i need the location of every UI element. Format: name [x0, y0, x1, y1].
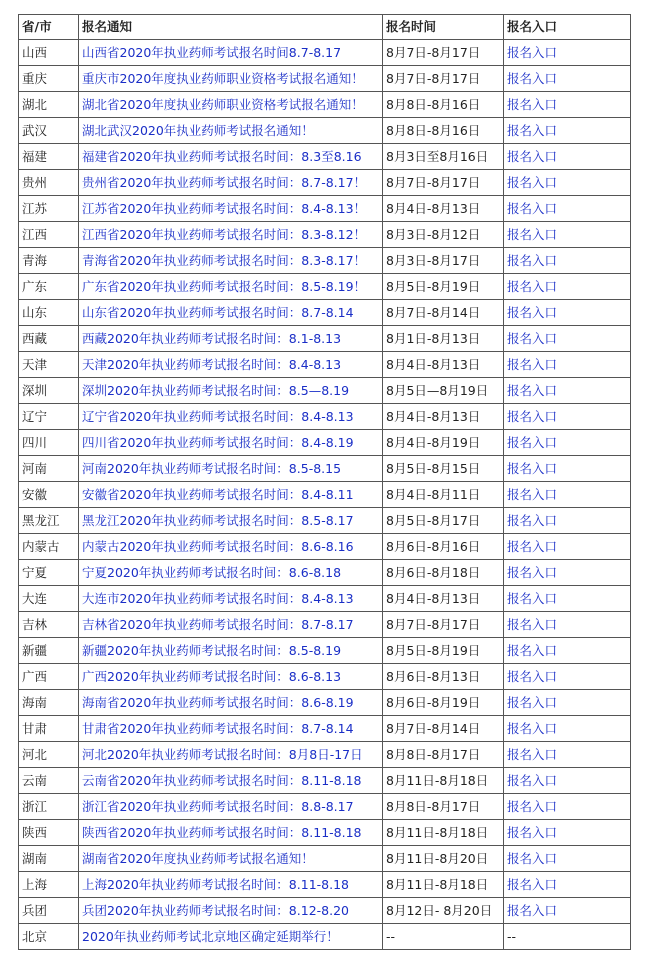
notice-link[interactable]: 河北2020年执业药师考试报名时间：8月8日-17日 — [82, 747, 363, 762]
province-cell: 深圳 — [19, 378, 79, 404]
table-row — [19, 40, 631, 66]
table-row — [19, 534, 631, 560]
notice-cell — [79, 144, 383, 170]
table-row — [19, 170, 631, 196]
table-row — [19, 352, 631, 378]
notice-link[interactable]: 黑龙江2020年执业药师考试报名时间：8.5-8.17 — [82, 513, 354, 528]
table-row — [19, 92, 631, 118]
header-province: 省/市 — [19, 15, 79, 40]
notice-cell — [79, 196, 383, 222]
province-cell: 浙江 — [19, 794, 79, 820]
province-cell: 兵团 — [19, 898, 79, 924]
time-cell: 8月8日-8月17日 — [383, 794, 504, 820]
table-row — [19, 326, 631, 352]
table-row — [19, 222, 631, 248]
time-cell: 8月3日-8月17日 — [383, 248, 504, 274]
notice-link[interactable]: 河南2020年执业药师考试报名时间：8.5-8.15 — [82, 461, 342, 476]
province-cell: 内蒙古 — [19, 534, 79, 560]
notice-link[interactable]: 西藏2020年执业药师考试报名时间：8.1-8.13 — [82, 331, 342, 346]
entry-link[interactable]: 报名入口 — [507, 617, 558, 632]
time-cell: 8月7日-8月17日 — [383, 612, 504, 638]
entry-link[interactable]: 报名入口 — [507, 201, 558, 216]
time-cell: 8月3日至8月16日 — [383, 144, 504, 170]
notice-cell — [79, 456, 383, 482]
time-cell: 8月11日-8月18日 — [383, 820, 504, 846]
table-row — [19, 742, 631, 768]
entry-cell — [504, 794, 631, 820]
notice-cell — [79, 222, 383, 248]
entry-cell — [504, 144, 631, 170]
notice-link[interactable]: 甘肃省2020年执业药师考试报名时间：8.7-8.14 — [82, 721, 354, 736]
entry-cell — [504, 716, 631, 742]
province-cell: 辽宁 — [19, 404, 79, 430]
table-row — [19, 768, 631, 794]
notice-link[interactable]: 陕西省2020年执业药师考试报名时间：8.11-8.18 — [82, 825, 362, 840]
entry-link[interactable]: 报名入口 — [507, 305, 558, 320]
time-cell: 8月7日-8月14日 — [383, 716, 504, 742]
notice-cell — [79, 612, 383, 638]
entry-link[interactable]: 报名入口 — [507, 149, 558, 164]
notice-cell — [79, 716, 383, 742]
entry-cell — [504, 846, 631, 872]
province-cell: 河南 — [19, 456, 79, 482]
notice-cell — [79, 768, 383, 794]
province-cell: 武汉 — [19, 118, 79, 144]
notice-cell — [79, 378, 383, 404]
entry-cell — [504, 248, 631, 274]
entry-cell — [504, 456, 631, 482]
province-cell: 河北 — [19, 742, 79, 768]
entry-cell — [504, 40, 631, 66]
time-cell: 8月5日-8月15日 — [383, 456, 504, 482]
time-cell: 8月5日—8月19日 — [383, 378, 504, 404]
entry-text: -- — [507, 929, 517, 944]
notice-cell — [79, 794, 383, 820]
table-row — [19, 794, 631, 820]
province-cell: 新疆 — [19, 638, 79, 664]
province-cell: 福建 — [19, 144, 79, 170]
entry-cell — [504, 638, 631, 664]
entry-cell — [504, 898, 631, 924]
entry-link[interactable]: 报名入口 — [507, 97, 558, 112]
province-cell: 山西 — [19, 40, 79, 66]
notice-cell — [79, 300, 383, 326]
notice-cell — [79, 430, 383, 456]
notice-cell — [79, 326, 383, 352]
entry-link[interactable]: 报名入口 — [507, 461, 558, 476]
notice-cell — [79, 742, 383, 768]
table-row — [19, 872, 631, 898]
entry-link[interactable]: 报名入口 — [507, 45, 558, 60]
table-row — [19, 300, 631, 326]
entry-cell — [504, 118, 631, 144]
entry-cell — [504, 612, 631, 638]
time-cell: 8月3日-8月12日 — [383, 222, 504, 248]
notice-link[interactable]: 四川省2020年执业药师考试报名时间：8.4-8.19 — [82, 435, 354, 450]
table-row — [19, 560, 631, 586]
notice-cell — [79, 872, 383, 898]
entry-link[interactable]: 报名入口 — [507, 123, 558, 138]
notice-link[interactable]: 湖北省2020年度执业药师职业资格考试报名通知！ — [82, 97, 364, 112]
time-cell: 8月7日-8月17日 — [383, 40, 504, 66]
entry-link[interactable]: 报名入口 — [507, 175, 558, 190]
notice-link[interactable]: 山西省2020年执业药师考试报名时间8.7-8.17 — [82, 45, 342, 60]
time-cell: 8月8日-8月16日 — [383, 118, 504, 144]
table-row — [19, 820, 631, 846]
table-row — [19, 196, 631, 222]
notice-cell — [79, 352, 383, 378]
table-body — [19, 40, 631, 950]
province-cell: 吉林 — [19, 612, 79, 638]
notice-cell — [79, 560, 383, 586]
table-row — [19, 924, 631, 950]
notice-link[interactable]: 贵州省2020年执业药师考试报名时间：8.7-8.17！ — [82, 175, 367, 190]
table-row — [19, 378, 631, 404]
notice-link[interactable]: 福建省2020年执业药师考试报名时间：8.3至8.16 — [82, 149, 362, 164]
table-row — [19, 664, 631, 690]
notice-link[interactable]: 辽宁省2020年执业药师考试报名时间：8.4-8.13 — [82, 409, 354, 424]
table-row — [19, 716, 631, 742]
notice-link[interactable]: 内蒙古2020年执业药师考试报名时间：8.6-8.16 — [82, 539, 354, 554]
notice-cell — [79, 508, 383, 534]
time-cell: 8月7日-8月17日 — [383, 66, 504, 92]
notice-link[interactable]: 江苏省2020年执业药师考试报名时间：8.4-8.13！ — [82, 201, 367, 216]
entry-cell — [504, 872, 631, 898]
entry-cell — [504, 404, 631, 430]
province-cell: 广东 — [19, 274, 79, 300]
table-row — [19, 690, 631, 716]
province-cell: 贵州 — [19, 170, 79, 196]
time-cell: 8月8日-8月17日 — [383, 742, 504, 768]
entry-link[interactable]: 报名入口 — [507, 71, 558, 86]
province-cell: 北京 — [19, 924, 79, 950]
notice-link[interactable]: 天津2020年执业药师考试报名时间：8.4-8.13 — [82, 357, 342, 372]
notice-link[interactable]: 江西省2020年执业药师考试报名时间：8.3-8.12！ — [82, 227, 367, 242]
table-row — [19, 66, 631, 92]
entry-cell — [504, 196, 631, 222]
notice-cell — [79, 118, 383, 144]
time-cell: 8月5日-8月19日 — [383, 274, 504, 300]
notice-link[interactable]: 大连市2020年执业药师考试报名时间：8.4-8.13 — [82, 591, 354, 606]
notice-link[interactable]: 云南省2020年执业药师考试报名时间：8.11-8.18 — [82, 773, 362, 788]
notice-cell — [79, 846, 383, 872]
entry-cell — [504, 352, 631, 378]
province-cell: 重庆 — [19, 66, 79, 92]
entry-link[interactable]: 报名入口 — [507, 279, 558, 294]
notice-cell — [79, 898, 383, 924]
notice-cell — [79, 170, 383, 196]
time-cell: 8月11日-8月18日 — [383, 768, 504, 794]
province-cell: 宁夏 — [19, 560, 79, 586]
time-cell: 8月4日-8月13日 — [383, 352, 504, 378]
province-cell: 海南 — [19, 690, 79, 716]
table-row — [19, 508, 631, 534]
notice-cell — [79, 690, 383, 716]
time-cell: 8月4日-8月13日 — [383, 404, 504, 430]
entry-cell — [504, 326, 631, 352]
time-cell: 8月4日-8月13日 — [383, 196, 504, 222]
entry-link[interactable]: 报名入口 — [507, 383, 558, 398]
entry-link[interactable]: 报名入口 — [507, 591, 558, 606]
notice-link[interactable]: 湖北武汉2020年执业药师考试报名通知！ — [82, 123, 314, 138]
province-cell: 云南 — [19, 768, 79, 794]
notice-link[interactable]: 2020年执业药师考试北京地区确定延期举行！ — [82, 929, 339, 944]
notice-link[interactable]: 广东省2020年执业药师考试报名时间：8.5-8.19！ — [82, 279, 367, 294]
notice-link[interactable]: 海南省2020年执业药师考试报名时间：8.6-8.19 — [82, 695, 354, 710]
province-cell: 甘肃 — [19, 716, 79, 742]
time-cell: 8月12日- 8月20日 — [383, 898, 504, 924]
province-cell: 大连 — [19, 586, 79, 612]
notice-link[interactable]: 深圳2020年执业药师考试报名时间：8.5—8.19 — [82, 383, 350, 398]
entry-cell — [504, 690, 631, 716]
time-cell: 8月4日-8月11日 — [383, 482, 504, 508]
province-cell: 四川 — [19, 430, 79, 456]
province-cell: 西藏 — [19, 326, 79, 352]
table-row — [19, 274, 631, 300]
notice-link[interactable]: 新疆2020年执业药师考试报名时间：8.5-8.19 — [82, 643, 342, 658]
entry-link[interactable]: 报名入口 — [507, 721, 558, 736]
time-cell: 8月5日-8月17日 — [383, 508, 504, 534]
entry-cell — [504, 274, 631, 300]
notice-cell — [79, 482, 383, 508]
entry-cell — [504, 768, 631, 794]
entry-link[interactable]: 报名入口 — [507, 539, 558, 554]
province-cell: 安徽 — [19, 482, 79, 508]
time-cell: 8月5日-8月19日 — [383, 638, 504, 664]
entry-link[interactable]: 报名入口 — [507, 565, 558, 580]
province-cell: 湖南 — [19, 846, 79, 872]
notice-link[interactable]: 重庆市2020年度执业药师职业资格考试报名通知！ — [82, 71, 364, 86]
table-row — [19, 586, 631, 612]
entry-link[interactable]: 报名入口 — [507, 513, 558, 528]
notice-cell — [79, 66, 383, 92]
notice-cell — [79, 586, 383, 612]
table-row — [19, 404, 631, 430]
entry-link[interactable]: 报名入口 — [507, 851, 558, 866]
notice-cell — [79, 924, 383, 950]
province-cell: 山东 — [19, 300, 79, 326]
entry-link[interactable]: 报名入口 — [507, 487, 558, 502]
notice-link[interactable]: 吉林省2020年执业药师考试报名时间：8.7-8.17 — [82, 617, 354, 632]
entry-link[interactable]: 报名入口 — [507, 331, 558, 346]
entry-cell — [504, 560, 631, 586]
time-cell: 8月6日-8月13日 — [383, 664, 504, 690]
notice-link[interactable]: 山东省2020年执业药师考试报名时间：8.7-8.14 — [82, 305, 354, 320]
notice-link[interactable]: 兵团2020年执业药师考试报名时间：8.12-8.20 — [82, 903, 349, 918]
entry-link[interactable]: 报名入口 — [507, 227, 558, 242]
time-cell: -- — [383, 924, 504, 950]
header-entry: 报名入口 — [504, 15, 631, 40]
province-cell: 江西 — [19, 222, 79, 248]
header-notice: 报名通知 — [79, 15, 383, 40]
notice-cell — [79, 534, 383, 560]
entry-link[interactable]: 报名入口 — [507, 799, 558, 814]
notice-cell — [79, 820, 383, 846]
table-row — [19, 430, 631, 456]
time-cell: 8月4日-8月13日 — [383, 586, 504, 612]
entry-link[interactable]: 报名入口 — [507, 253, 558, 268]
table-row — [19, 898, 631, 924]
entry-cell — [504, 742, 631, 768]
province-cell: 青海 — [19, 248, 79, 274]
province-cell: 江苏 — [19, 196, 79, 222]
entry-cell — [504, 586, 631, 612]
header-time: 报名时间 — [383, 15, 504, 40]
entry-link[interactable]: 报名入口 — [507, 877, 558, 892]
notice-link[interactable]: 上海2020年执业药师考试报名时间：8.11-8.18 — [82, 877, 349, 892]
province-cell: 天津 — [19, 352, 79, 378]
entry-link[interactable]: 报名入口 — [507, 643, 558, 658]
entry-cell — [504, 170, 631, 196]
entry-link[interactable]: 报名入口 — [507, 357, 558, 372]
entry-cell — [504, 66, 631, 92]
time-cell: 8月11日-8月20日 — [383, 846, 504, 872]
table-row — [19, 118, 631, 144]
entry-link[interactable]: 报名入口 — [507, 903, 558, 918]
time-cell: 8月11日-8月18日 — [383, 872, 504, 898]
entry-cell — [504, 378, 631, 404]
entry-cell — [504, 482, 631, 508]
entry-cell — [504, 820, 631, 846]
notice-cell — [79, 274, 383, 300]
notice-cell — [79, 404, 383, 430]
table-header-row — [19, 15, 631, 40]
notice-link[interactable]: 浙江省2020年执业药师考试报名时间：8.8-8.17 — [82, 799, 354, 814]
entry-link[interactable]: 报名入口 — [507, 435, 558, 450]
notice-cell — [79, 92, 383, 118]
entry-cell — [504, 508, 631, 534]
entry-cell — [504, 300, 631, 326]
time-cell: 8月7日-8月17日 — [383, 170, 504, 196]
table-row — [19, 482, 631, 508]
province-cell: 上海 — [19, 872, 79, 898]
notice-cell — [79, 40, 383, 66]
entry-link[interactable]: 报名入口 — [507, 747, 558, 762]
entry-link[interactable]: 报名入口 — [507, 409, 558, 424]
table-row — [19, 846, 631, 872]
table-row — [19, 612, 631, 638]
registration-table — [18, 14, 631, 950]
entry-cell — [504, 924, 631, 950]
notice-cell — [79, 248, 383, 274]
notice-link[interactable]: 湖南省2020年度执业药师考试报名通知！ — [82, 851, 314, 866]
province-cell: 陕西 — [19, 820, 79, 846]
entry-cell — [504, 534, 631, 560]
time-cell: 8月1日-8月13日 — [383, 326, 504, 352]
entry-cell — [504, 222, 631, 248]
table-row — [19, 144, 631, 170]
table-row — [19, 456, 631, 482]
notice-cell — [79, 664, 383, 690]
time-cell: 8月4日-8月19日 — [383, 430, 504, 456]
notice-cell — [79, 638, 383, 664]
time-cell: 8月8日-8月16日 — [383, 92, 504, 118]
entry-link[interactable]: 报名入口 — [507, 695, 558, 710]
time-cell: 8月6日-8月19日 — [383, 690, 504, 716]
notice-link[interactable]: 宁夏2020年执业药师考试报名时间：8.6-8.18 — [82, 565, 342, 580]
province-cell: 广西 — [19, 664, 79, 690]
table-row — [19, 248, 631, 274]
notice-link[interactable]: 青海省2020年执业药师考试报名时间：8.3-8.17！ — [82, 253, 367, 268]
entry-cell — [504, 664, 631, 690]
entry-cell — [504, 92, 631, 118]
province-cell: 黑龙江 — [19, 508, 79, 534]
entry-cell — [504, 430, 631, 456]
notice-link[interactable]: 广西2020年执业药师考试报名时间：8.6-8.13 — [82, 669, 342, 684]
time-cell: 8月7日-8月14日 — [383, 300, 504, 326]
entry-link[interactable]: 报名入口 — [507, 825, 558, 840]
time-cell: 8月6日-8月16日 — [383, 534, 504, 560]
table-row — [19, 638, 631, 664]
time-cell: 8月6日-8月18日 — [383, 560, 504, 586]
notice-link[interactable]: 安徽省2020年执业药师考试报名时间：8.4-8.11 — [82, 487, 354, 502]
entry-link[interactable]: 报名入口 — [507, 773, 558, 788]
province-cell: 湖北 — [19, 92, 79, 118]
entry-link[interactable]: 报名入口 — [507, 669, 558, 684]
